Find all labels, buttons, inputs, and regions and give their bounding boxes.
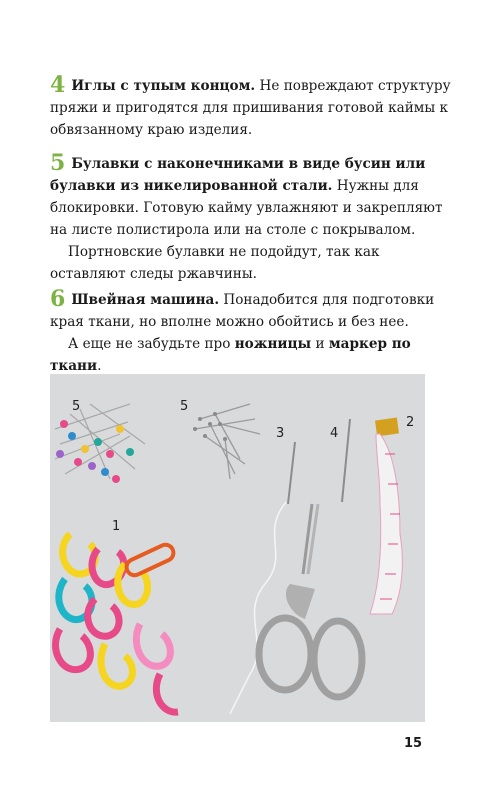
item-number: 5	[50, 150, 66, 176]
bold-run-scissors: ножницы	[234, 336, 312, 352]
text-run: и	[311, 336, 329, 352]
item-text: Не повреждают структуру пряжи и пригодятся для пришивания готовой каймы к обвязанному краю изделия.	[50, 78, 451, 138]
page-number: 15	[404, 736, 423, 751]
item-title: Булавки с наконечниками в виде бусин или булавки из никелированной стали.	[50, 156, 426, 194]
text-run: .	[97, 358, 102, 374]
text-run: А еще не забудьте про	[68, 336, 235, 352]
photo-label-4: 4	[330, 426, 339, 441]
item-number: 6	[50, 286, 66, 312]
item-paragraph	[50, 333, 455, 377]
photo-label-1: 1	[112, 519, 121, 534]
photo-label-5b: 5	[180, 399, 189, 414]
item-paragraph: Портновские булавки не подойдут, так как оставляют следы ржавчины.	[50, 244, 380, 282]
item-number: 4	[50, 72, 66, 98]
bold-run-marker: маркер по ткани	[50, 336, 411, 374]
item-text: Нужны для блокировки. Готовую кайму увлажняют и закрепляют на листе полистирола или на столе с покрывалом.	[50, 178, 443, 238]
item-text: Понадобится для подготовки края ткани, но вполне можно обойтись и без нее.	[50, 292, 435, 330]
item-title: Иглы с тупым концом.	[71, 78, 256, 94]
item-5	[50, 152, 455, 285]
item-title: Швейная машина.	[71, 292, 220, 308]
item-4	[50, 74, 455, 141]
tools-illustration	[50, 374, 425, 722]
photo-label-3: 3	[276, 426, 285, 441]
photo-label-2: 2	[406, 415, 415, 430]
item-6	[50, 288, 455, 377]
photo-label-5a: 5	[72, 399, 81, 414]
tools-photo	[50, 374, 425, 722]
